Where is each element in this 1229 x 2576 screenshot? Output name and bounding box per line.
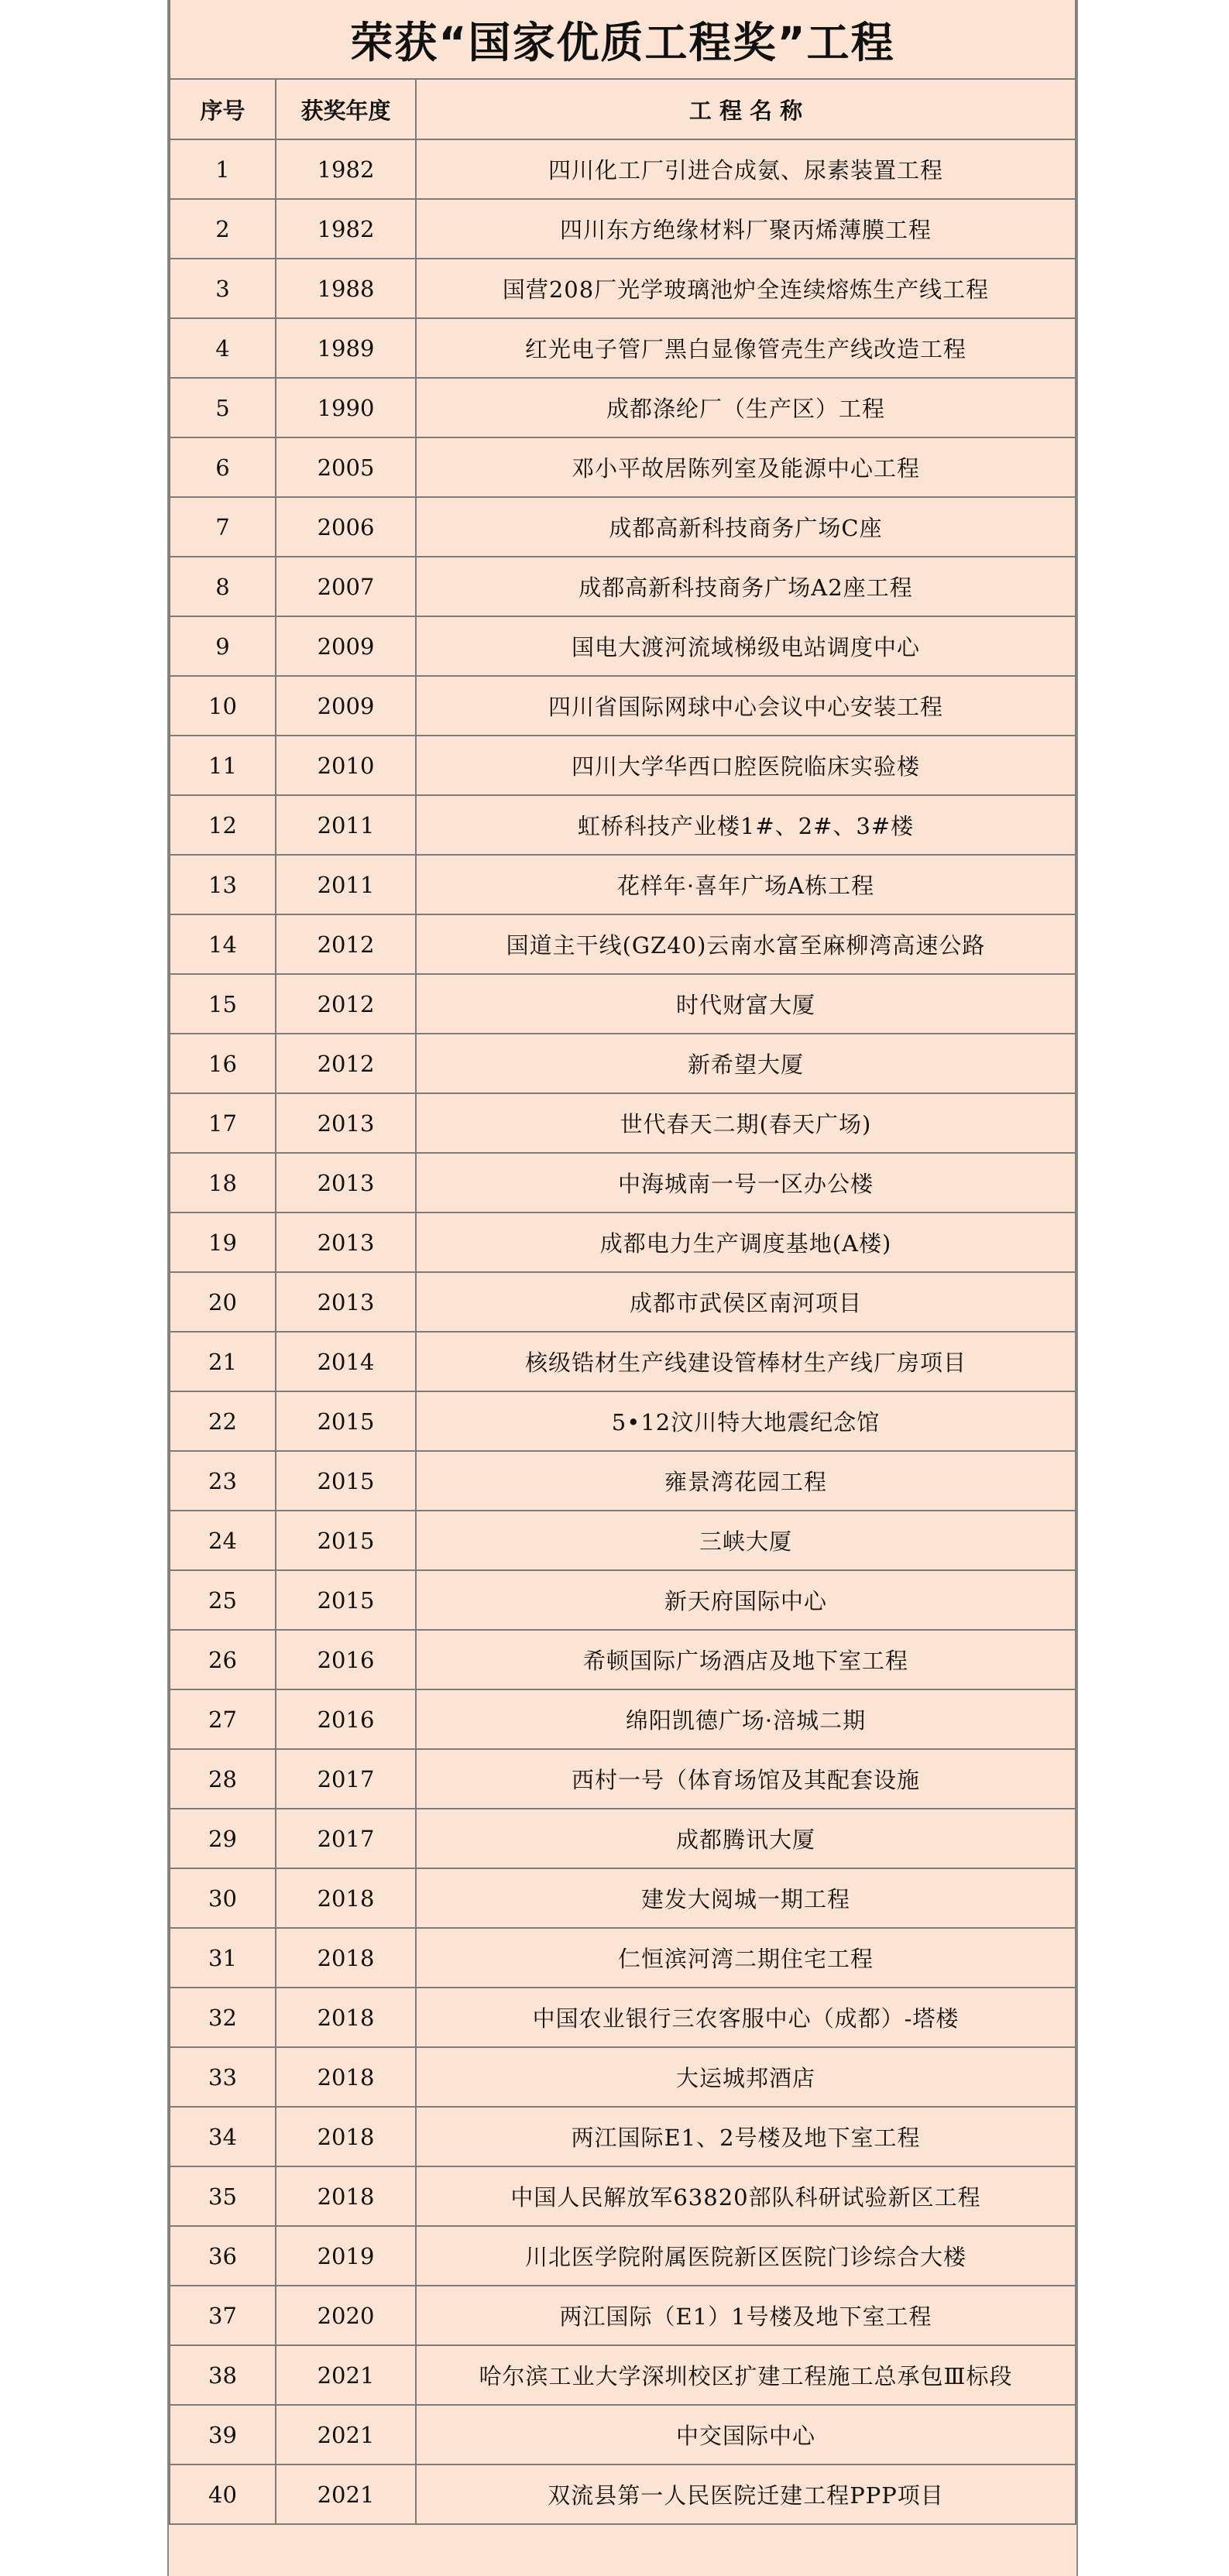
row-year: 2007 [276, 557, 416, 616]
row-project-name: 5•12汶川特大地震纪念馆 [416, 1391, 1076, 1451]
row-year: 2017 [276, 1809, 416, 1868]
row-project-name: 成都涤纶厂（生产区）工程 [416, 378, 1076, 437]
row-project-name: 国电大渡河流域梯级电站调度中心 [416, 616, 1076, 676]
table-row [170, 2345, 1076, 2405]
row-project-name: 中海城南一号一区办公楼 [416, 1153, 1076, 1213]
row-index: 29 [170, 1809, 276, 1868]
table-row [170, 1511, 1076, 1570]
row-index: 16 [170, 1034, 276, 1093]
row-year: 2021 [276, 2465, 416, 2524]
row-index: 33 [170, 2047, 276, 2107]
row-year: 2010 [276, 736, 416, 795]
row-project-name: 成都高新科技商务广场C座 [416, 497, 1076, 557]
row-index: 13 [170, 855, 276, 914]
row-year: 2018 [276, 1988, 416, 2047]
table-row [170, 1988, 1076, 2047]
row-index: 21 [170, 1332, 276, 1391]
row-project-name: 花样年·喜年广场A栋工程 [416, 855, 1076, 914]
row-project-name: 核级锆材生产线建设管棒材生产线厂房项目 [416, 1332, 1076, 1391]
table-row [170, 259, 1076, 318]
table-row [170, 437, 1076, 497]
row-index: 3 [170, 259, 276, 318]
row-year: 1982 [276, 139, 416, 199]
row-project-name: 世代春天二期(春天广场) [416, 1093, 1076, 1153]
row-year: 2019 [276, 2226, 416, 2286]
row-project-name: 成都市武侯区南河项目 [416, 1272, 1076, 1332]
row-project-name: 红光电子管厂黑白显像管壳生产线改造工程 [416, 318, 1076, 378]
row-year: 2013 [276, 1093, 416, 1153]
row-index: 39 [170, 2405, 276, 2465]
table-row [170, 2107, 1076, 2166]
row-index: 28 [170, 1749, 276, 1809]
table-row [170, 318, 1076, 378]
row-project-name: 中国人民解放军63820部队科研试验新区工程 [416, 2166, 1076, 2226]
row-year: 1990 [276, 378, 416, 437]
row-project-name: 中国农业银行三农客服中心（成都）-塔楼 [416, 1988, 1076, 2047]
row-index: 14 [170, 914, 276, 974]
table-row [170, 1153, 1076, 1213]
row-year: 2015 [276, 1451, 416, 1511]
row-index: 26 [170, 1630, 276, 1689]
row-index: 11 [170, 736, 276, 795]
row-year: 2009 [276, 676, 416, 736]
row-year: 2016 [276, 1630, 416, 1689]
table-row [170, 557, 1076, 616]
table-row [170, 1689, 1076, 1749]
row-project-name: 大运城邦酒店 [416, 2047, 1076, 2107]
row-year: 2012 [276, 974, 416, 1034]
row-year: 2020 [276, 2286, 416, 2345]
row-index: 2 [170, 199, 276, 259]
row-index: 34 [170, 2107, 276, 2166]
award-table-sheet [167, 0, 1078, 2576]
row-project-name: 两江国际（E1）1号楼及地下室工程 [416, 2286, 1076, 2345]
row-index: 37 [170, 2286, 276, 2345]
table-row [170, 2226, 1076, 2286]
row-year: 2015 [276, 1511, 416, 1570]
table-row [170, 497, 1076, 557]
row-project-name: 西村一号（体育场馆及其配套设施 [416, 1749, 1076, 1809]
page-title: 荣获“国家优质工程奖”工程 [170, 0, 1076, 79]
row-index: 6 [170, 437, 276, 497]
table-row [170, 676, 1076, 736]
table-row [170, 1749, 1076, 1809]
award-table [169, 0, 1076, 2525]
row-project-name: 新希望大厦 [416, 1034, 1076, 1093]
table-row [170, 1630, 1076, 1689]
row-year: 2013 [276, 1153, 416, 1213]
row-index: 18 [170, 1153, 276, 1213]
row-project-name: 四川大学华西口腔医院临床实验楼 [416, 736, 1076, 795]
row-project-name: 双流县第一人民医院迁建工程PPP项目 [416, 2465, 1076, 2524]
row-year: 2014 [276, 1332, 416, 1391]
row-index: 20 [170, 1272, 276, 1332]
row-project-name: 仁恒滨河湾二期住宅工程 [416, 1928, 1076, 1988]
table-body [170, 139, 1076, 2524]
row-year: 2013 [276, 1213, 416, 1272]
row-year: 2011 [276, 795, 416, 855]
row-year: 2006 [276, 497, 416, 557]
header-row [170, 79, 1076, 139]
row-index: 15 [170, 974, 276, 1034]
row-index: 8 [170, 557, 276, 616]
table-row [170, 378, 1076, 437]
table-row [170, 974, 1076, 1034]
row-project-name: 建发大阅城一期工程 [416, 1868, 1076, 1928]
row-index: 23 [170, 1451, 276, 1511]
row-year: 2016 [276, 1689, 416, 1749]
row-project-name: 川北医学院附属医院新区医院门诊综合大楼 [416, 2226, 1076, 2286]
row-year: 2015 [276, 1391, 416, 1451]
table-row [170, 1868, 1076, 1928]
table-row [170, 616, 1076, 676]
row-index: 5 [170, 378, 276, 437]
table-row [170, 2047, 1076, 2107]
row-index: 36 [170, 2226, 276, 2286]
table-row [170, 795, 1076, 855]
row-index: 24 [170, 1511, 276, 1570]
row-project-name: 三峡大厦 [416, 1511, 1076, 1570]
row-index: 10 [170, 676, 276, 736]
row-project-name: 成都高新科技商务广场A2座工程 [416, 557, 1076, 616]
row-year: 2012 [276, 914, 416, 974]
row-index: 38 [170, 2345, 276, 2405]
table-row [170, 2405, 1076, 2465]
row-index: 9 [170, 616, 276, 676]
row-project-name: 四川省国际网球中心会议中心安装工程 [416, 676, 1076, 736]
table-row [170, 1809, 1076, 1868]
row-project-name: 哈尔滨工业大学深圳校区扩建工程施工总承包Ⅲ标段 [416, 2345, 1076, 2405]
row-project-name: 成都电力生产调度基地(A楼) [416, 1213, 1076, 1272]
row-year: 2021 [276, 2405, 416, 2465]
row-index: 17 [170, 1093, 276, 1153]
table-row [170, 1570, 1076, 1630]
row-project-name: 时代财富大厦 [416, 974, 1076, 1034]
row-year: 2018 [276, 1868, 416, 1928]
row-project-name: 中交国际中心 [416, 2405, 1076, 2465]
row-project-name: 雍景湾花园工程 [416, 1451, 1076, 1511]
row-year: 2018 [276, 1928, 416, 1988]
row-project-name: 希顿国际广场酒店及地下室工程 [416, 1630, 1076, 1689]
row-index: 25 [170, 1570, 276, 1630]
table-row [170, 1213, 1076, 1272]
row-index: 7 [170, 497, 276, 557]
row-year: 2017 [276, 1749, 416, 1809]
table-row [170, 1034, 1076, 1093]
table-row [170, 199, 1076, 259]
row-index: 31 [170, 1928, 276, 1988]
row-index: 35 [170, 2166, 276, 2226]
row-index: 4 [170, 318, 276, 378]
row-year: 2011 [276, 855, 416, 914]
table-row [170, 139, 1076, 199]
title-row [170, 0, 1076, 79]
row-project-name: 虹桥科技产业楼1#、2#、3#楼 [416, 795, 1076, 855]
table-row [170, 1928, 1076, 1988]
row-index: 30 [170, 1868, 276, 1928]
row-project-name: 国道主干线(GZ40)云南水富至麻柳湾高速公路 [416, 914, 1076, 974]
row-project-name: 两江国际E1、2号楼及地下室工程 [416, 2107, 1076, 2166]
header-year: 获奖年度 [276, 79, 416, 139]
row-index: 19 [170, 1213, 276, 1272]
row-index: 1 [170, 139, 276, 199]
row-year: 2021 [276, 2345, 416, 2405]
table-row [170, 1451, 1076, 1511]
table-row [170, 1093, 1076, 1153]
row-project-name: 邓小平故居陈列室及能源中心工程 [416, 437, 1076, 497]
table-row [170, 736, 1076, 795]
table-row [170, 855, 1076, 914]
row-year: 1982 [276, 199, 416, 259]
row-project-name: 成都腾讯大厦 [416, 1809, 1076, 1868]
row-project-name: 四川东方绝缘材料厂聚丙烯薄膜工程 [416, 199, 1076, 259]
table-row [170, 2465, 1076, 2524]
row-year: 1988 [276, 259, 416, 318]
row-year: 2013 [276, 1272, 416, 1332]
header-index: 序号 [170, 79, 276, 139]
row-year: 2018 [276, 2166, 416, 2226]
row-year: 2005 [276, 437, 416, 497]
header-name: 工 程 名 称 [416, 79, 1076, 139]
row-year: 2012 [276, 1034, 416, 1093]
table-row [170, 2286, 1076, 2345]
row-year: 1989 [276, 318, 416, 378]
row-year: 2015 [276, 1570, 416, 1630]
table-row [170, 914, 1076, 974]
row-project-name: 国营208厂光学玻璃池炉全连续熔炼生产线工程 [416, 259, 1076, 318]
row-index: 40 [170, 2465, 276, 2524]
row-index: 27 [170, 1689, 276, 1749]
table-row [170, 1391, 1076, 1451]
table-row [170, 1272, 1076, 1332]
row-year: 2009 [276, 616, 416, 676]
row-index: 22 [170, 1391, 276, 1451]
row-year: 2018 [276, 2107, 416, 2166]
row-project-name: 新天府国际中心 [416, 1570, 1076, 1630]
row-project-name: 绵阳凯德广场·涪城二期 [416, 1689, 1076, 1749]
row-project-name: 四川化工厂引进合成氨、尿素装置工程 [416, 139, 1076, 199]
row-index: 12 [170, 795, 276, 855]
row-year: 2018 [276, 2047, 416, 2107]
table-row [170, 2166, 1076, 2226]
table-row [170, 1332, 1076, 1391]
row-index: 32 [170, 1988, 276, 2047]
